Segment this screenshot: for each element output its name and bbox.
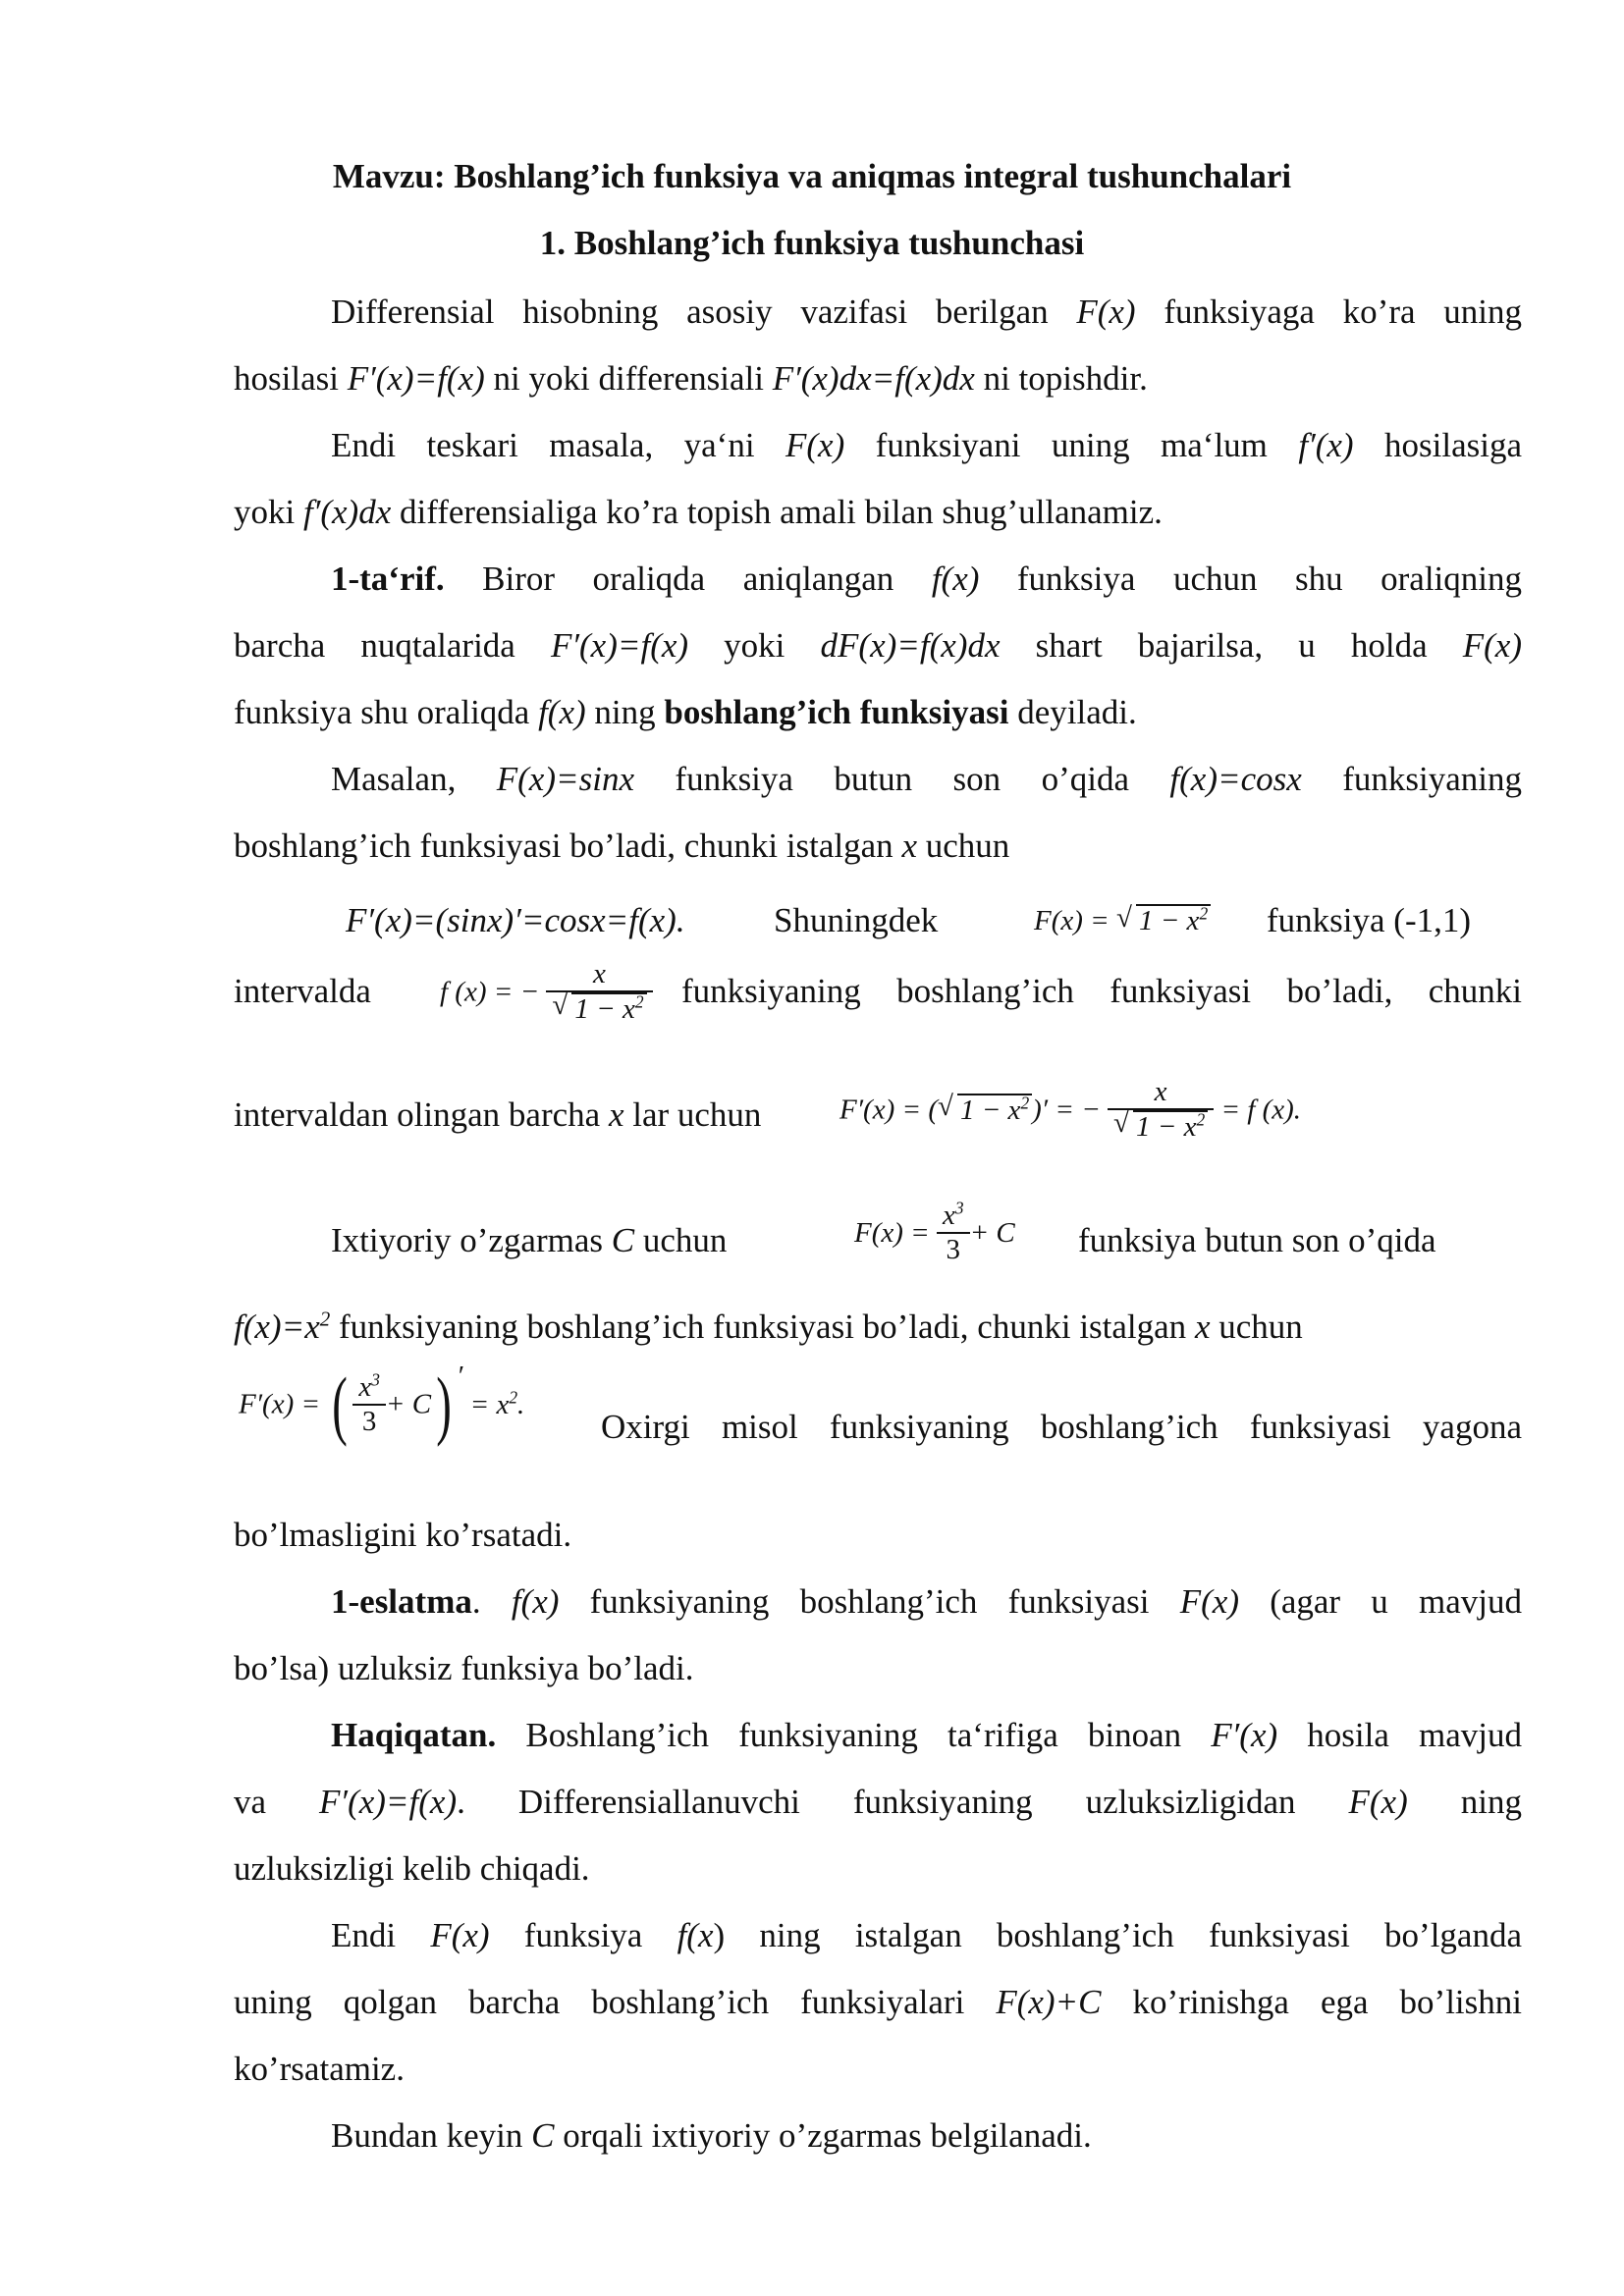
bold-term: boshlang’ich funksiyasi xyxy=(664,693,1009,731)
formula-sqrt-function xyxy=(1034,899,1211,942)
text: ni topishdir. xyxy=(974,359,1148,398)
text: funksiya butun son o’qida xyxy=(633,760,1170,798)
formula: x xyxy=(901,827,917,865)
radicand xyxy=(1136,904,1211,937)
text: funksiya butun son o’qida xyxy=(1078,1221,1436,1259)
text: uning qolgan barcha boshlang’ich funksiyalari xyxy=(234,1983,997,2021)
denominator xyxy=(546,992,652,1026)
example-line xyxy=(331,1219,727,1262)
text: shart bajarilsa, u holda xyxy=(1000,626,1463,665)
proof-label: Haqiqatan. xyxy=(331,1716,497,1754)
numerator: x xyxy=(546,958,652,992)
note-line: bo’lsa) uzluksiz funksiya bo’ladi. xyxy=(234,1649,694,1687)
radicand-text: 1 − x xyxy=(574,993,635,1026)
text: ) ning istalgan boshlang’ich funksiyasi bo’lganda xyxy=(713,1916,1522,1954)
text: Boshlang’ich funksiyaning ta‘rifiga binoan xyxy=(496,1716,1212,1754)
note-line xyxy=(331,1580,1522,1624)
document-title: Mavzu: Boshlang’ich funksiya va aniqmas integral tushunchalari xyxy=(332,157,1292,195)
fraction xyxy=(937,1200,970,1267)
text: Oxirgi misol funksiyaning boshlang’ich funksiyasi yagona xyxy=(601,1408,1522,1446)
text: Endi teskari masala, ya‘ni xyxy=(331,426,785,464)
left-paren: ( xyxy=(332,1362,349,1447)
text: funksiyaning boshlang’ich funksiyasi bo’ladi, chunki istalgan xyxy=(330,1308,1195,1346)
text: yoki xyxy=(234,493,303,531)
text: intervalda xyxy=(234,972,371,1010)
text: barcha nuqtalarida xyxy=(234,626,551,665)
text: funksiya xyxy=(489,1916,677,1954)
prime: ′ xyxy=(457,1361,463,1392)
definition-label: 1-ta‘rif. xyxy=(331,560,445,598)
text: funksiya shu oraliqda xyxy=(234,693,539,731)
formula: f′(x)dx xyxy=(302,493,392,531)
text: ning xyxy=(585,693,665,731)
formula: F(x)=sinx xyxy=(496,760,634,798)
exponent: 3 xyxy=(954,1198,964,1218)
formula: x xyxy=(1194,1308,1211,1346)
numerator xyxy=(352,1371,386,1406)
formula: f(x) xyxy=(538,693,586,731)
formula: f(x xyxy=(677,1916,714,1954)
text: uchun xyxy=(1210,1308,1303,1346)
proof-line: uzluksizligi kelib chiqadi. xyxy=(234,1849,590,1888)
definition-line xyxy=(234,691,1522,734)
text: lar uchun xyxy=(623,1095,762,1134)
text: Shuningdek xyxy=(774,901,939,939)
formula-lhs: F′(x) = xyxy=(239,1388,321,1420)
text: funksiya uchun shu oraliqning xyxy=(979,560,1522,598)
formula: F′(x)dx=f(x)dx xyxy=(772,359,975,398)
text: Bundan keyin xyxy=(331,2116,532,2155)
text: hosilasi xyxy=(234,359,348,398)
proof-line xyxy=(234,1781,1522,1824)
denominator: 3 xyxy=(946,1234,961,1266)
radicand-text: 1 − x xyxy=(1136,1111,1197,1144)
text: Masalan, xyxy=(331,760,497,798)
exponent: 2 xyxy=(509,1386,518,1407)
exponent: 2 xyxy=(1196,1109,1206,1130)
text: funksiya (-1,1) xyxy=(1267,901,1472,939)
paragraph-line xyxy=(331,424,1522,467)
sqrt xyxy=(1116,899,1211,942)
text: funksiyaning xyxy=(1301,760,1522,798)
sqrt xyxy=(1113,1110,1208,1144)
exponent: 2 xyxy=(1199,903,1209,924)
exponent: 3 xyxy=(371,1369,380,1389)
paragraph-line xyxy=(331,291,1522,334)
text: (agar u mavjud xyxy=(1238,1582,1523,1621)
formula-lhs: F(x) = xyxy=(854,1216,930,1249)
example-line xyxy=(331,758,1522,801)
paragraph-line xyxy=(234,357,1522,400)
formula-lhs: f (x) = − xyxy=(440,976,540,1008)
paragraph-line xyxy=(331,1914,1522,1957)
text: uchun xyxy=(634,1221,728,1259)
note-label: 1-eslatma xyxy=(331,1582,472,1621)
definition-line xyxy=(234,624,1522,667)
text: . Differensiallanuvchi funksiyaning uzluksizligidan xyxy=(457,1783,1349,1821)
denominator xyxy=(1108,1110,1214,1144)
radicand-text: 1 − x xyxy=(1138,905,1200,936)
formula: f′(x) xyxy=(1298,426,1354,464)
exponent: 2 xyxy=(319,1307,331,1331)
radicand xyxy=(957,1094,1032,1127)
numerator xyxy=(937,1200,970,1234)
text: Differensial hisobning asosiy vazifasi berilgan xyxy=(331,293,1077,331)
sqrt xyxy=(938,1094,1032,1127)
formula: f(x)=cosx xyxy=(1169,760,1302,798)
formula: C xyxy=(531,2116,555,2155)
radicand xyxy=(1133,1110,1208,1144)
definition-line xyxy=(331,558,1522,601)
formula-plus-c: + C xyxy=(385,1388,432,1420)
denominator: 3 xyxy=(361,1406,377,1437)
formula: f(x)=x xyxy=(234,1308,320,1346)
numerator: x xyxy=(1108,1076,1214,1110)
text: ko’rinishga ega bo’lishni xyxy=(1101,1983,1522,2021)
formula-mid: )′ = − xyxy=(1032,1094,1101,1126)
formula-lhs: F(x) = xyxy=(1034,905,1116,936)
exponent: 2 xyxy=(1020,1093,1030,1113)
paragraph-line: bo’lmasligini ko’rsatadi. xyxy=(234,1516,572,1554)
formula-rhs-text: = x xyxy=(469,1388,510,1420)
paragraph-line xyxy=(331,2114,1522,2158)
example-line xyxy=(234,1094,761,1137)
proof-line xyxy=(331,1714,1522,1757)
text: funksiyaning boshlang’ich funksiyasi xyxy=(559,1582,1180,1621)
formula: C xyxy=(611,1221,635,1259)
radicand xyxy=(571,992,646,1026)
period: . xyxy=(517,1388,525,1420)
paragraph-line: ko’rsatamiz. xyxy=(234,2050,405,2088)
text: orqali ixtiyoriy o’zgarmas belgilanadi. xyxy=(554,2116,1092,2155)
radicand-text: 1 − x xyxy=(959,1094,1021,1126)
text: deyiladi. xyxy=(1008,693,1137,731)
formula-cubic xyxy=(854,1200,1015,1267)
text: boshlang’ich funksiyasi bo’ladi, chunki istalgan xyxy=(234,827,902,865)
formula: F(x)+C xyxy=(996,1983,1102,2021)
sqrt xyxy=(552,992,646,1026)
section-title: 1. Boshlang’ich funksiya tushunchasi xyxy=(539,224,1085,262)
formula: f(x) xyxy=(931,560,980,598)
numerator-text: x xyxy=(358,1370,372,1403)
formula: F′(x)=f(x) xyxy=(347,359,485,398)
text: Ixtiyoriy o’zgarmas xyxy=(331,1221,612,1259)
formula: F(x) xyxy=(1076,293,1136,331)
formula: F(x) xyxy=(785,426,845,464)
right-paren: ) xyxy=(436,1362,452,1447)
formula-rhs xyxy=(469,1386,525,1420)
formula-f-fraction xyxy=(440,958,653,1027)
text: yoki xyxy=(688,626,821,665)
formula-lhs: F′(x) = ( xyxy=(839,1094,938,1126)
formula: f(x) xyxy=(511,1582,560,1621)
formula-derivative-sin: F′(x)=(sinx)′=cosx=f(x). xyxy=(346,901,685,939)
fraction xyxy=(352,1371,386,1439)
example-line xyxy=(234,1306,1303,1349)
formula: F′(x) xyxy=(1211,1716,1278,1754)
text: ni yoki differensiali xyxy=(484,359,773,398)
text: . xyxy=(471,1582,512,1621)
paragraph-line xyxy=(234,1981,1522,2024)
formula-derivative-sqrt xyxy=(839,1076,1301,1145)
exponent: 2 xyxy=(634,991,644,1012)
text: va xyxy=(234,1783,320,1821)
text: uchun xyxy=(916,827,1010,865)
formula: F(x) xyxy=(1348,1783,1408,1821)
text: funksiyani uning ma‘lum xyxy=(844,426,1299,464)
text: funksiyaga ko’ra uning xyxy=(1135,293,1522,331)
formula: F(x) xyxy=(430,1916,490,1954)
fraction xyxy=(546,958,652,1027)
formula-plus-c: + C xyxy=(969,1216,1015,1249)
formula: F(x) xyxy=(1179,1582,1239,1621)
text: differensialiga ko’ra topish amali bilan shug’ullanamiz. xyxy=(391,493,1163,531)
fraction xyxy=(1108,1076,1214,1145)
formula: dF(x)=f(x)dx xyxy=(820,626,1001,665)
text: hosilasiga xyxy=(1353,426,1523,464)
example-line xyxy=(234,825,1522,868)
text: Biror oraliqda aniqlangan xyxy=(444,560,932,598)
formula: x xyxy=(608,1095,624,1134)
formula: F′(x)=f(x) xyxy=(550,626,689,665)
text: hosila mavjud xyxy=(1277,1716,1522,1754)
formula: F′(x)=f(x) xyxy=(319,1783,458,1821)
text: intervaldan olingan barcha xyxy=(234,1095,609,1134)
formula-derivative-cubic xyxy=(239,1361,525,1447)
text: funksiyaning boshlang’ich funksiyasi bo’ladi, chunki xyxy=(681,972,1522,1010)
paragraph-line xyxy=(234,491,1522,534)
formula-rhs: = f (x). xyxy=(1214,1094,1301,1126)
formula: F(x) xyxy=(1462,626,1522,665)
text: ning xyxy=(1407,1783,1522,1821)
numerator-text: x xyxy=(942,1200,955,1231)
text: Endi xyxy=(331,1916,431,1954)
